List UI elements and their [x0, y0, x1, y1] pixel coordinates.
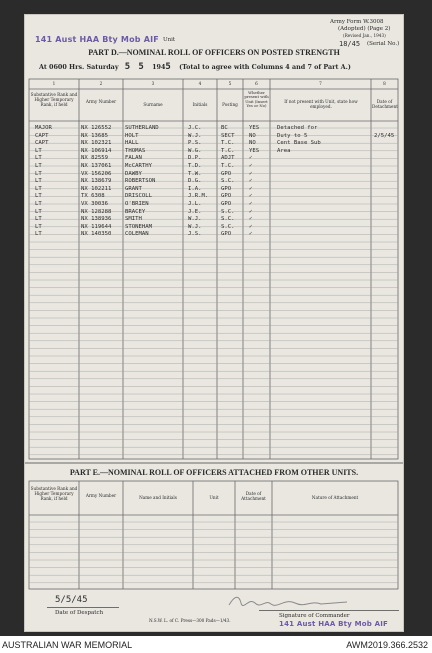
cell-initials: D.P. — [188, 155, 202, 162]
col-num-4: 4 — [198, 81, 202, 86]
header-surname: Surname — [143, 102, 163, 107]
cell-rank: LT — [35, 178, 42, 185]
cell-surname: SUTHERLAND — [125, 125, 159, 131]
cell-number: NX 138936 — [81, 216, 112, 223]
cell-posting: T.C. — [221, 147, 235, 154]
cell-present: NO — [249, 132, 256, 139]
cell-initials: J.E. — [188, 208, 202, 215]
cell-posting: ADJT — [221, 155, 235, 162]
e-header-army-number: Army Number — [85, 493, 117, 498]
cell-posting: S.C. — [221, 216, 235, 223]
col-num-3: 3 — [151, 81, 155, 86]
cell-present: ✓ — [249, 178, 253, 185]
cell-initials: J.L. — [188, 201, 202, 207]
cell-posting: T.C. — [221, 163, 235, 169]
cell-posting: GPO — [221, 170, 232, 177]
caption-left: AUSTRALIAN WAR MEMORIAL — [2, 640, 133, 650]
e-header-rank: Substantive Rank and Higher Temporary Rank, if held — [30, 486, 78, 501]
printer-note: N.S.W. L. of C. Press—300 Pads—1/43. — [149, 618, 231, 623]
cell-present: ✓ — [249, 193, 253, 200]
despatch-label: Date of Despatch — [55, 610, 104, 616]
cell-number: NX 102211 — [81, 185, 112, 192]
cell-surname: STONEHAM — [125, 223, 152, 230]
cell-posting: S.C. — [221, 208, 235, 215]
cell-initials: W.J. — [188, 223, 202, 230]
cell-number: NX 119644 — [81, 223, 112, 230]
cell-initials: J.R.M. — [188, 193, 209, 200]
cell-present: NO — [249, 140, 256, 147]
army-form-number: Army Form W.3008 — [330, 19, 384, 25]
cell-initials: T.W. — [188, 170, 202, 177]
cell-rank: LT — [35, 208, 42, 215]
cell-surname: O'BRIEN — [125, 201, 149, 207]
cell-present: ✓ — [249, 223, 253, 230]
cell-number: TX 6308 — [81, 193, 105, 200]
adopted-label: (Adopted) (Page 2) — [338, 26, 391, 32]
header-initials: Initials — [192, 102, 208, 107]
cell-rank: MAJOR — [35, 125, 52, 131]
cell-rank: LT — [35, 147, 42, 154]
col-num-7: 7 — [319, 81, 322, 86]
e-header-date-attachment: Date of Attachment — [241, 491, 266, 501]
cell-posting: GPO — [221, 185, 232, 192]
cell-number: NX 102321 — [81, 140, 112, 147]
cell-present: ✓ — [249, 170, 253, 177]
commander-stamp: 141 Aust HAA Bty Mob AIF — [279, 620, 389, 628]
col-num-2: 2 — [99, 81, 103, 86]
cell-employed: Area — [277, 147, 291, 154]
cell-rank: LT — [35, 185, 42, 192]
cell-present: ✓ — [249, 163, 253, 169]
col-num-8: 8 — [383, 81, 386, 86]
cell-surname: SMITH — [125, 216, 142, 223]
cell-surname: McCARTHY — [125, 163, 152, 169]
cell-present: ✓ — [249, 155, 253, 162]
cell-posting: BC — [221, 125, 228, 131]
cell-surname: BRACEY — [125, 208, 146, 215]
cell-surname: FALAN — [125, 155, 142, 162]
cell-number: NX 138679 — [81, 178, 112, 185]
cell-present: ✓ — [249, 216, 253, 223]
caption-bar — [0, 636, 432, 653]
despatch-date-value: 5/5/45 — [55, 595, 88, 605]
col-num-5: 5 — [228, 81, 232, 86]
cell-rank: LT — [35, 201, 42, 207]
cell-rank: LT — [35, 163, 42, 169]
header-present: Whether present with Unit (Insert Yes or No) — [244, 90, 269, 109]
cell-number: VX 156206 — [81, 170, 112, 177]
cell-initials: W.J. — [188, 132, 202, 139]
col-num-1: 1 — [52, 81, 56, 86]
cell-present: YES — [249, 147, 260, 154]
form-sheet — [24, 14, 404, 632]
cell-surname: DRISCOLL — [125, 193, 152, 200]
date-day: 5 — [124, 62, 131, 72]
cell-present: ✓ — [249, 185, 253, 192]
cell-posting: S.C. — [221, 178, 235, 185]
date-month: 5 — [138, 62, 144, 72]
cell-surname: GRANT — [125, 185, 142, 192]
total-note: (Total to agree with Columns 4 and 7 of Part A.) — [179, 63, 351, 71]
revised-label: (Revised Jan., 1943) — [343, 33, 386, 38]
e-header-name: Name and Initials — [139, 495, 177, 500]
cell-rank: LT — [35, 231, 42, 238]
cell-employed: Cent Base Sub — [277, 140, 321, 147]
unit-label: Unit — [163, 37, 176, 43]
cell-surname: THOMAS — [125, 147, 146, 154]
cell-rank: LT — [35, 170, 42, 177]
cell-posting: T.C. — [221, 140, 235, 147]
year-suffix: 5 — [165, 62, 171, 72]
cell-number: NX 82559 — [81, 155, 108, 162]
cell-present: YES — [249, 125, 260, 131]
cell-rank: LT — [35, 216, 42, 223]
cell-posting: GPO — [221, 193, 232, 200]
part-d-title: PART D.—NOMINAL ROLL OF OFFICERS ON POSTED STRENGTH — [88, 48, 340, 57]
cell-initials: W.G. — [188, 147, 202, 154]
e-header-nature: Nature of Attachment — [311, 495, 359, 500]
col-num-6: 6 — [255, 81, 258, 86]
e-header-unit: Unit — [209, 495, 219, 500]
cell-number: VX 30036 — [81, 201, 108, 207]
cell-initials: J.S. — [188, 231, 202, 238]
cell-rank: LT — [35, 155, 42, 162]
cell-initials: D.G. — [188, 178, 202, 185]
cell-initials: T.D. — [188, 163, 202, 169]
cell-number: NX 13685 — [81, 132, 108, 139]
cell-surname: HOLT — [125, 132, 139, 139]
cell-number: NX 126552 — [81, 125, 112, 131]
cell-number: NX 106914 — [81, 147, 112, 154]
header-army-number: Army Number — [85, 99, 117, 104]
cell-posting: SECT — [221, 132, 235, 139]
cell-rank: LT — [35, 223, 42, 230]
unit-stamp: 141 Aust HAA Bty Mob AIF — [35, 35, 159, 44]
cell-posting: GPO — [221, 231, 232, 238]
cell-initials: J.C. — [188, 125, 202, 131]
header-date-detachment: Date of Detachment — [372, 99, 398, 109]
cell-initials: I.A. — [188, 185, 202, 192]
cell-surname: DAWBY — [125, 170, 142, 177]
cell-rank: CAPT — [35, 140, 49, 147]
at-text: At 0600 Hrs. Saturday — [39, 63, 119, 71]
year-prefix: 194 — [152, 63, 166, 71]
cell-number: NX 140350 — [81, 231, 112, 238]
cell-rank: LT — [35, 193, 42, 200]
caption-right: AWM2019.366.2532 — [346, 640, 428, 650]
header-posting: Posting — [222, 102, 238, 107]
cell-number: NX 137061 — [81, 163, 112, 169]
cell-surname: ROBERTSON — [125, 178, 156, 185]
cell-date: 2/5/45 — [374, 132, 395, 139]
cell-posting: S.C. — [221, 223, 235, 230]
cell-employed: Duty to 5 — [277, 132, 308, 139]
cell-initials: P.S. — [188, 140, 202, 147]
cell-present: ✓ — [249, 201, 253, 207]
header-employed: If not present with Unit, state how employed. — [284, 99, 358, 109]
cell-present: ✓ — [249, 231, 253, 238]
cell-posting: GPO — [221, 201, 232, 207]
cell-surname: HALL — [125, 140, 139, 147]
cell-present: ✓ — [249, 208, 253, 215]
cell-surname: COLEMAN — [125, 231, 149, 238]
cell-initials: W.J. — [188, 216, 202, 223]
cell-number: NX 128288 — [81, 208, 112, 215]
cell-employed: Detached for — [277, 125, 318, 131]
serial-label: (Serial No.) — [367, 41, 400, 47]
serial-value: 18/45 — [339, 40, 361, 48]
commander-signature — [225, 593, 355, 609]
signature-line — [259, 610, 399, 611]
header-rank: Substantive Rank and Higher Temporary Rank, if held — [30, 92, 78, 107]
cell-rank: CAPT — [35, 132, 49, 139]
despatch-line — [47, 607, 119, 608]
part-e-title: PART E.—NOMINAL ROLL OF OFFICERS ATTACHED FROM OTHER UNITS. — [69, 468, 359, 477]
signature-label: Signature of Commander — [279, 613, 350, 619]
